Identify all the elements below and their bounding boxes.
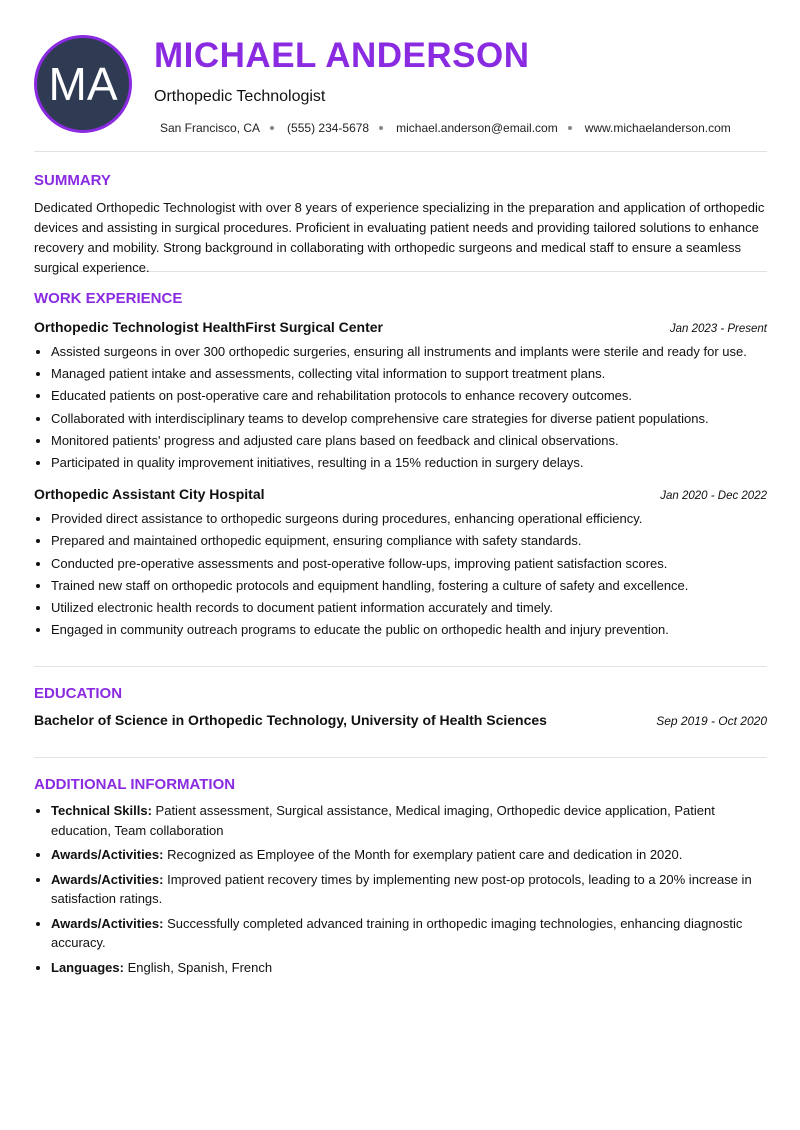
job-dates: Jan 2023 - Present — [669, 323, 767, 335]
item-label: Awards/Activities: — [51, 915, 164, 931]
list-item — [51, 914, 767, 953]
list-item — [51, 845, 767, 865]
list-item: • Engaged in community outreach programs to educate the public on orthopedic health and injury prevention. — [51, 619, 767, 641]
item-label: Awards/Activities: — [51, 847, 164, 862]
list-item: • Collaborated with interdisciplinary teams to develop comprehensive care strategies for diverse patient populations. — [51, 408, 767, 430]
summary-text: Dedicated Orthopedic Technologist with over 8 years of experience specializing in the preparation and application of orthopedic devices and assisting in surgical procedures. Proficient in evaluating patient needs and providing tailored solutions to enhance recovery and mobility. Strong background in collaborating with orthopedic surgeons and medical staff to ensure a seamless surgical experience. — [34, 200, 765, 275]
list-item: • Managed patient intake and assessments, collecting vital information to support treatment plans. — [51, 363, 767, 385]
list-item — [51, 958, 767, 978]
item-text: Improved patient recovery times by implementing new post-op protocols, leading to a 20% increase in satisfaction ratings. — [51, 871, 752, 906]
job-title: Orthopedic Technologist — [154, 88, 326, 105]
job-role: Orthopedic Assistant City Hospital — [34, 486, 265, 503]
contact-phone: (555) 234-5678 — [287, 121, 370, 135]
education-section — [34, 667, 767, 758]
job-entry — [34, 319, 767, 474]
item-label: Awards/Activities: — [51, 871, 164, 887]
job-header — [34, 319, 767, 335]
job-header — [34, 486, 767, 502]
resume-header — [34, 0, 767, 152]
additional-info-heading: ADDITIONAL INFORMATION — [34, 776, 236, 793]
job-entry — [34, 486, 767, 641]
additional-info-list — [34, 801, 767, 977]
contact-info — [160, 121, 731, 135]
list-item: • Trained new staff on orthopedic protocols and equipment handling, fostering a culture of safety and excellence. — [51, 575, 767, 597]
list-item: • Utilized electronic health records to document patient information accurately and timely. — [51, 597, 767, 619]
item-label: Technical Skills: — [51, 803, 152, 818]
list-item: • Prepared and maintained orthopedic equipment, ensuring compliance with safety standards. — [51, 530, 767, 552]
job-bullets — [34, 341, 767, 474]
item-text: Patient assessment, Surgical assistance, Medical imaging, Orthopedic device application, Patient education, Team collaboration — [51, 803, 715, 838]
summary-heading: SUMMARY — [34, 172, 111, 189]
avatar-initials: MA — [48, 58, 118, 110]
summary-section — [34, 152, 767, 275]
item-text: Successfully completed advanced training in orthopedic imaging technologies, enhancing diagnostic accuracy. — [51, 915, 743, 950]
job-role: Orthopedic Technologist HealthFirst Surgical Center — [34, 319, 384, 335]
work-experience-section — [34, 272, 767, 667]
contact-website[interactable]: www.michaelanderson.com — [584, 121, 731, 135]
separator-dot — [379, 126, 383, 130]
contact-email[interactable]: michael.anderson@email.com — [396, 121, 558, 135]
candidate-name: MICHAEL ANDERSON — [154, 36, 530, 75]
list-item: • Educated patients on post-operative care and rehabilitation protocols to enhance recovery outcomes. — [51, 385, 767, 407]
item-text: English, Spanish, French — [127, 959, 273, 975]
separator-dot — [270, 126, 274, 130]
job-bullets — [34, 508, 767, 641]
education-dates: Sep 2019 - Oct 2020 — [656, 714, 767, 728]
list-item: • Participated in quality improvement initiatives, resulting in a 15% reduction in surgery delays. — [51, 452, 767, 474]
item-text: Recognized as Employee of the Month for exemplary patient care and dedication in 2020. — [167, 847, 683, 862]
job-dates: Jan 2020 - Dec 2022 — [660, 490, 767, 503]
list-item: • Conducted pre-operative assessments and post-operative follow-ups, improving patient satisfaction scores. — [51, 553, 767, 575]
list-item: • Monitored patients' progress and adjusted care plans based on feedback and clinical observations. — [51, 430, 767, 452]
education-entry — [34, 712, 767, 728]
work-experience-heading: WORK EXPERIENCE — [34, 290, 183, 307]
avatar — [34, 35, 132, 133]
degree: Bachelor of Science in Orthopedic Technology, University of Health Sciences — [34, 712, 547, 728]
list-item — [51, 870, 767, 909]
item-label: Languages: — [51, 959, 124, 975]
separator-dot — [568, 126, 572, 130]
additional-info-section — [34, 758, 767, 977]
list-item: • Provided direct assistance to orthopedic surgeons during procedures, enhancing operational efficiency. — [51, 508, 767, 530]
list-item — [51, 801, 767, 840]
contact-location: San Francisco, CA — [160, 121, 261, 135]
education-heading: EDUCATION — [34, 685, 123, 702]
list-item: • Assisted surgeons in over 300 orthopedic surgeries, ensuring all instruments and implants were sterile and ready for use. — [51, 341, 767, 363]
